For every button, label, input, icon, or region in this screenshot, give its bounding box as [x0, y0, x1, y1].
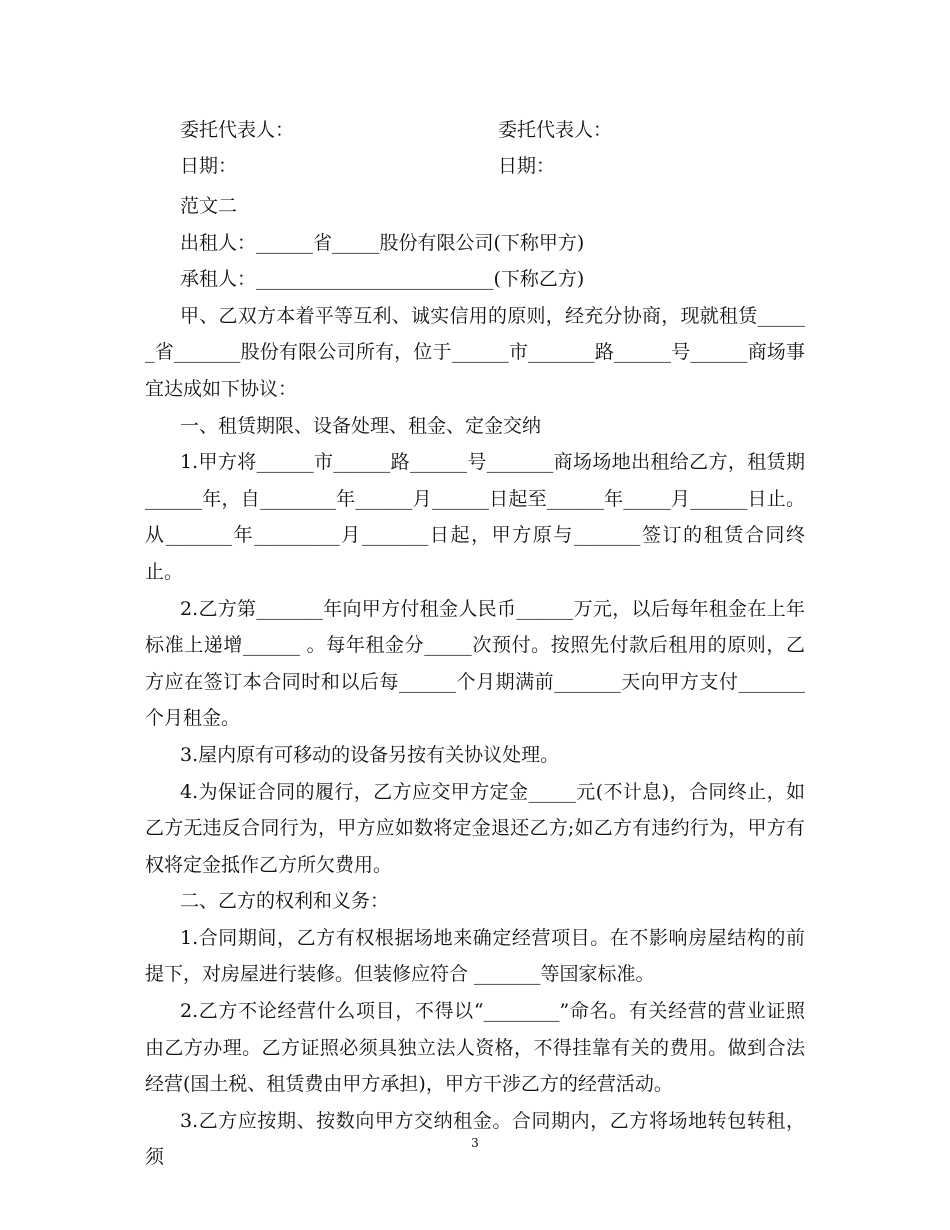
right-date-label: 日期：	[498, 155, 556, 177]
clause-2-1: 1.合同期间，乙方有权根据场地来确定经营项目。在不影响房屋结构的前提下，对房屋进行装修。但装修应符合 _______等国家标准。	[145, 926, 805, 986]
lessor-line: 出租人：______省_____股份有限公司(下称甲方)	[180, 231, 585, 254]
clause-2-3: 3.乙方应按期、按数向甲方交纳租金。合同期内，乙方将场地转包转租，须	[145, 1109, 805, 1169]
document-body	[145, 188, 805, 1176]
preamble-paragraph: 甲、乙双方本着平等互利、诚实信用的原则，经充分协商，现就租赁______省_______股份有限公司所有，位于______市_______路______号______商场事宜达成如下协议：	[145, 304, 805, 400]
clause-1-2: 2.乙方第_______年向甲方付租金人民币______万元，以后每年租金在上年标准上递增______ 。每年租金分_____次预付。按照先付款后租用的原则，乙方应在签订本合同时和以后每______个月期满前_______天向甲方支付_______个月租金。	[145, 597, 805, 730]
left-date-label: 日期：	[180, 155, 238, 177]
clause-1-4: 4.为保证合同的履行，乙方应交甲方定金_____元(不计息)，合同终止，如乙方无违反合同行为，甲方应如数将定金退还乙方;如乙方有违约行为，甲方有权将定金抵作乙方所欠费用。	[145, 780, 805, 876]
page-number: 3	[471, 1136, 479, 1150]
clause-2-2: 2.乙方不论经营什么项目，不得以“________”命名。有关经营的营业证照由乙方办理。乙方证照必须具独立法人资格，不得挂靠有关的费用。做到合法经营(国土税、租赁费由甲方承担)，甲方干涉乙方的经营活动。	[145, 1000, 805, 1096]
clause-1-3: 3.屋内原有可移动的设备另按有关协议处理。	[180, 743, 560, 766]
left-representative-label: 委托代表人：	[180, 119, 295, 141]
section-heading-2: 二、乙方的权利和义务：	[180, 890, 390, 913]
signature-row-representative	[180, 115, 613, 145]
sample-heading: 范文二	[180, 195, 238, 217]
right-representative-label: 委托代表人：	[498, 119, 613, 141]
lessee-line: 承租人：_________________________(下称乙方)	[180, 268, 585, 291]
signature-row-date	[180, 151, 556, 181]
clause-1-1: 1.甲方将______市______路______号_______商场场地出租给乙方，租赁期______年，自________年______月______日起至______年_____月______日止。从_______年_________月_______日起，甲方原与_______签订的租赁合同终止。	[145, 451, 805, 583]
section-heading-1: 一、租赁期限、设备处理、租金、定金交纳	[180, 414, 542, 437]
